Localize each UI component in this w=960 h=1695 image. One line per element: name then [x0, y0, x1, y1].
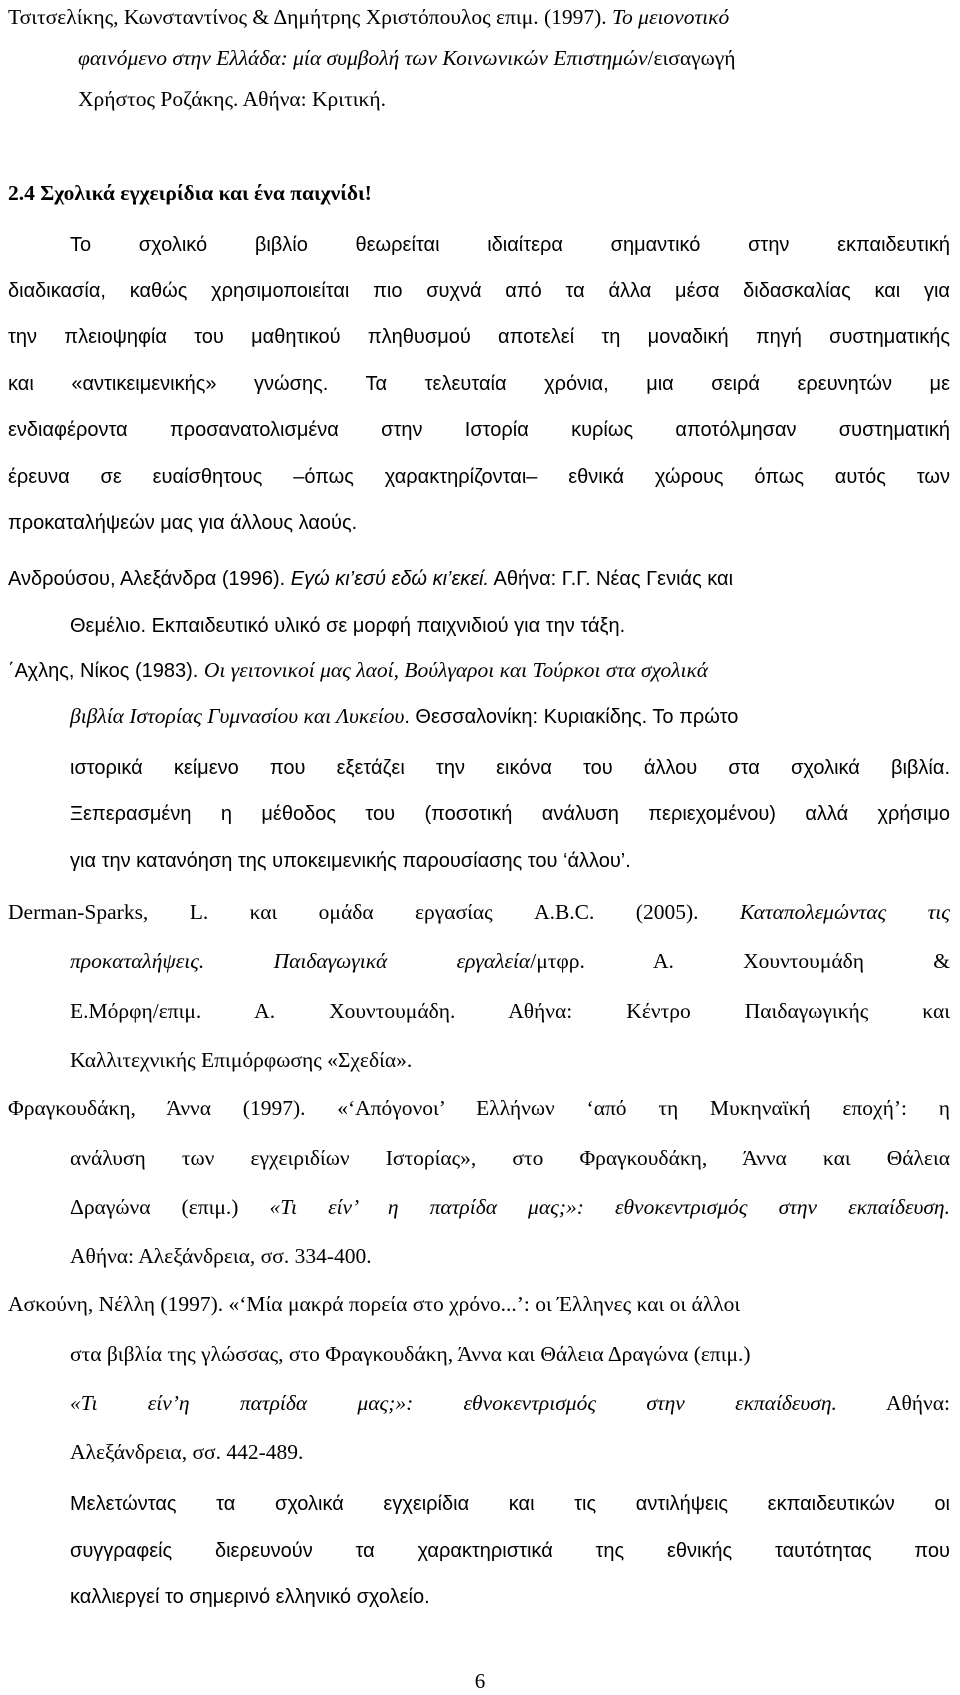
reference-text: ΄Αχλης, Νίκος (1983).	[8, 660, 204, 682]
reference-text: Ανδρούσου, Αλεξάνδρα (1996).	[8, 568, 291, 590]
reference-text: Derman-Sparks, L. και ομάδα εργασίας A.B.C. (2005).	[8, 900, 740, 924]
reference-line: Θεμέλιο. Εκπαιδευτικό υλικό σε μορφή παιχνιδιού για την τάξη.	[70, 615, 626, 637]
reference-note: καλλιεργεί το σημερινό ελληνικό σχολείο.	[70, 1586, 430, 1608]
reference-line	[78, 89, 386, 111]
reference-text: . Θεσσαλονίκη: Κυριακίδης. Το πρώτο	[404, 706, 739, 728]
section-heading: 2.4 Σχολικά εγχειρίδια και ένα παιχνίδι!	[8, 181, 372, 205]
reference-text: Δραγώνα (επιμ.)	[70, 1195, 270, 1219]
reference-line: Αθήνα: Αλεξάνδρεια, σσ. 334-400.	[70, 1244, 372, 1268]
reference-line	[78, 48, 736, 70]
reference-line: Αλεξάνδρεια, σσ. 442-489.	[70, 1440, 304, 1464]
reference-title: φαινόμενο στην Ελλάδα: μία συμβολή των Κοινωνικών Επιστημών	[78, 46, 648, 70]
paragraph-line: διαδικασία, καθώς χρησιμοποιείται πιο συχνά από τα άλλα μέσα διδασκαλίας και για	[8, 280, 950, 302]
reference-title: Καταπολεμώντας τις	[739, 900, 950, 924]
reference-line: στα βιβλία της γλώσσας, στο Φραγκουδάκη, Άννα και Θάλεια Δραγώνα (επιμ.)	[70, 1342, 751, 1366]
reference-title: Το μειονοτικό	[612, 5, 730, 29]
paragraph-line: την πλειοψηφία του μαθητικού πληθυσμού αποτελεί τη μοναδική πηγή συστηματικής	[8, 326, 950, 348]
reference-line: Καλλιτεχνικής Επιμόρφωσης «Σχεδία».	[70, 1048, 413, 1072]
paragraph-line: Το σχολικό βιβλίο θεωρείται ιδιαίτερα σημαντικό στην εκπαιδευτική	[70, 234, 950, 256]
reference-note: ιστορικά κείμενο που εξετάζει την εικόνα του άλλου στα σχολικά βιβλία.	[70, 757, 950, 779]
reference-title: βιβλία Ιστορίας Γυμνασίου και Λυκείου	[70, 704, 405, 728]
reference-line	[70, 1393, 950, 1415]
reference-text: /εισαγωγή	[647, 46, 736, 70]
page-number: 6	[474, 1669, 486, 1693]
reference-text: Αθήνα: Γ.Γ. Νέας Γενιάς και	[489, 568, 734, 590]
reference-line	[70, 1197, 950, 1219]
paragraph-line: έρευνα σε ευαίσθητους –όπως χαρακτηρίζονται– εθνικά χώρους όπως αυτός των	[8, 466, 950, 488]
reference-title: «Τι είν’η πατρίδα μας;»: εθνοκεντρισμός στην εκπαίδευση.	[70, 1391, 837, 1415]
paragraph-line: προκαταλήψεών μας για άλλους λαούς.	[8, 512, 358, 534]
reference-text: /μτφρ. Α. Χουντουμάδη &	[530, 949, 950, 973]
paragraph-line: και «αντικειμενικής» γνώσης. Τα τελευταία χρόνια, μια σειρά ερευνητών με	[8, 373, 950, 395]
paragraph-line: ενδιαφέροντα προσανατολισμένα στην Ιστορία κυρίως αποτόλμησαν συστηματική	[8, 419, 950, 441]
reference-line: Φραγκουδάκη, Άννα (1997). «‘Απόγονοι’ Ελλήνων ‘από τη Μυκηναϊκή εποχή’: η	[8, 1096, 950, 1120]
reference-note: Ξεπερασμένη η μέθοδος του (ποσοτική ανάλυση περιεχομένου) αλλά χρήσιμο	[70, 803, 950, 825]
reference-text: Αθήνα:	[836, 1391, 951, 1415]
reference-title: Οι γειτονικοί μας λαοί, Βούλγαροι και Τούρκοι στα σχολικά	[203, 658, 709, 682]
reference-line	[8, 660, 708, 682]
reference-line	[8, 902, 950, 924]
reference-line: ανάλυση των εγχειριδίων Ιστορίας», στο Φραγκουδάκη, Άννα και Θάλεια	[70, 1146, 950, 1170]
reference-line	[70, 706, 738, 728]
reference-title: προκαταλήψεις. Παιδαγωγικά εργαλεία	[70, 949, 531, 973]
reference-text: Χρήστος Ροζάκης. Αθήνα: Κριτική.	[78, 87, 386, 111]
reference-line: Ασκούνη, Νέλλη (1997). «‘Μία μακρά πορεία στο χρόνο...’: οι Έλληνες και οι άλλοι	[8, 1292, 741, 1316]
reference-text: Τσιτσελίκης, Κωνσταντίνος & Δημήτρης Χριστόπουλος επιμ. (1997).	[8, 5, 613, 29]
reference-title: Εγώ κι’εσύ εδώ κι’εκεί.	[290, 568, 490, 590]
reference-note: για την κατανόηση της υποκειμενικής παρουσίασης του ‘άλλου’.	[70, 850, 631, 872]
reference-note: Μελετώντας τα σχολικά εγχειρίδια και τις αντιλήψεις εκπαιδευτικών οι	[70, 1493, 950, 1515]
reference-note: συγγραφείς διερευνούν τα χαρακτηριστικά της εθνικής ταυτότητας που	[70, 1540, 950, 1562]
reference-line: Ε.Μόρφη/επιμ. Α. Χουντουμάδη. Αθήνα: Κέντρο Παιδαγωγικής και	[70, 999, 950, 1023]
reference-line	[8, 569, 733, 589]
reference-line	[70, 951, 950, 973]
reference-line	[8, 7, 729, 29]
reference-title: «Τι είν’ η πατρίδα μας;»: εθνοκεντρισμός στην εκπαίδευση.	[269, 1195, 950, 1219]
